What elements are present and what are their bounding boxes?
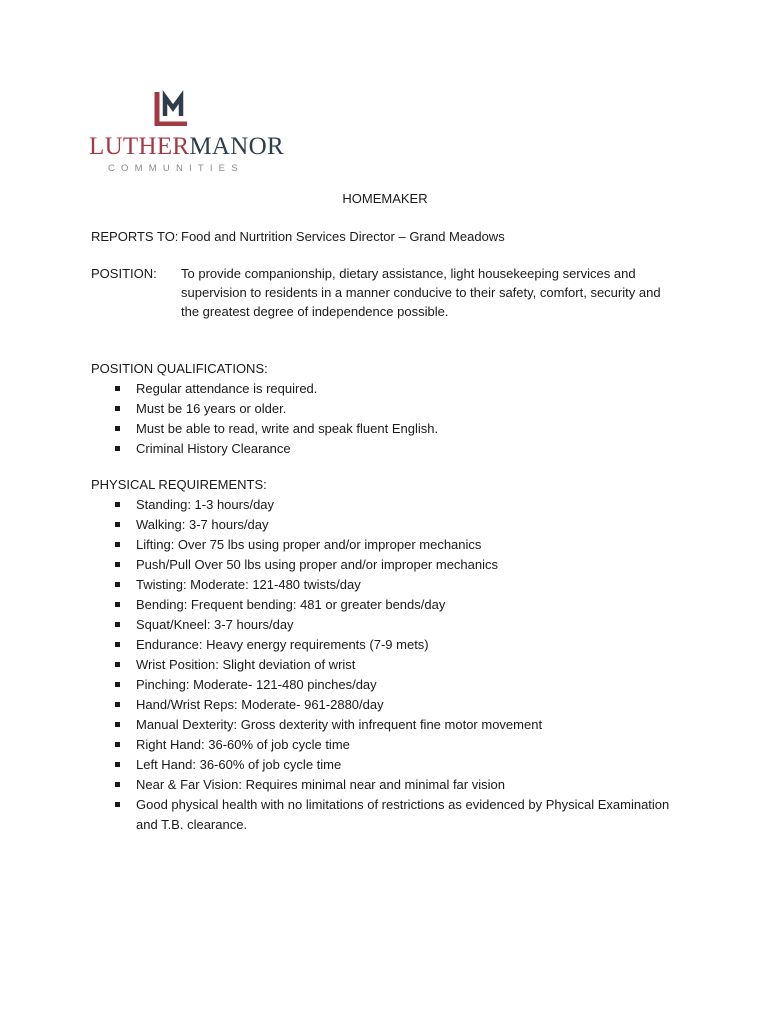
list-item: [91, 615, 681, 635]
position-label: POSITION:: [91, 266, 157, 281]
square-bullet-icon: [115, 602, 120, 607]
list-item: [91, 439, 681, 459]
square-bullet-icon: [115, 682, 120, 687]
qualifications-section: [91, 359, 681, 459]
document-title: HOMEMAKER: [342, 191, 428, 206]
list-item-text: Pinching: Moderate- 121-480 pinches/day: [136, 677, 377, 692]
square-bullet-icon: [115, 582, 120, 587]
list-item-text: Manual Dexterity: Gross dexterity with infrequent fine motor movement: [136, 717, 543, 732]
list-item: [91, 419, 681, 439]
square-bullet-icon: [115, 426, 120, 431]
list-item-text: Must be able to read, write and speak fluent English.: [136, 421, 439, 436]
list-item-text: Hand/Wrist Reps: Moderate- 961-2880/day: [136, 697, 384, 712]
list-item-text: Squat/Kneel: 3-7 hours/day: [136, 617, 294, 632]
square-bullet-icon: [115, 562, 120, 567]
list-item-text: Walking: 3-7 hours/day: [136, 517, 269, 532]
square-bullet-icon: [115, 662, 120, 667]
list-item: [91, 495, 681, 515]
physical-requirements-section: [91, 475, 681, 835]
logo-luther: LUTHER: [89, 133, 190, 160]
list-item-text: Good physical health with no limitations of restrictions as evidenced by Physical Examination and T.B. clearance.: [136, 797, 670, 832]
square-bullet-icon: [115, 642, 120, 647]
list-item: [91, 575, 681, 595]
list-item-text: Criminal History Clearance: [136, 441, 291, 456]
list-item: [91, 399, 681, 419]
square-bullet-icon: [115, 742, 120, 747]
list-item-text: Bending: Frequent bending: 481 or greater bends/day: [136, 597, 446, 612]
square-bullet-icon: [115, 542, 120, 547]
list-item: [91, 675, 681, 695]
list-item: [91, 635, 681, 655]
logo-subtitle: COMMUNITIES: [108, 163, 244, 174]
square-bullet-icon: [115, 502, 120, 507]
square-bullet-icon: [115, 446, 120, 451]
list-item: [91, 775, 681, 795]
square-bullet-icon: [115, 762, 120, 767]
list-item-text: Push/Pull Over 50 lbs using proper and/or improper mechanics: [136, 557, 499, 572]
logo-manor: MANOR: [189, 133, 284, 160]
list-item: [91, 655, 681, 675]
luther-manor-logo: [89, 90, 284, 176]
list-item-text: Lifting: Over 75 lbs using proper and/or improper mechanics: [136, 537, 482, 552]
list-item-text: Endurance: Heavy energy requirements (7-9 mets): [136, 637, 429, 652]
list-item-text: Near & Far Vision: Requires minimal near and minimal far vision: [136, 777, 505, 792]
physical-requirements-list: [91, 495, 681, 835]
qualifications-list: [91, 379, 681, 459]
list-item: [91, 555, 681, 575]
list-item-text: Twisting: Moderate: 121-480 twists/day: [136, 577, 361, 592]
square-bullet-icon: [115, 386, 120, 391]
list-item-text: Standing: 1-3 hours/day: [136, 497, 275, 512]
list-item-text: Right Hand: 36-60% of job cycle time: [136, 737, 350, 752]
square-bullet-icon: [115, 622, 120, 627]
square-bullet-icon: [115, 702, 120, 707]
list-item: [91, 515, 681, 535]
reports-to-value: Food and Nurtrition Services Director – Grand Meadows: [181, 229, 505, 244]
list-item-text: Left Hand: 36-60% of job cycle time: [136, 757, 342, 772]
position-row: [91, 264, 691, 324]
square-bullet-icon: [115, 782, 120, 787]
square-bullet-icon: [115, 406, 120, 411]
list-item: [91, 735, 681, 755]
list-item: [91, 795, 681, 835]
list-item-text: Must be 16 years or older.: [136, 401, 287, 416]
list-item: [91, 755, 681, 775]
list-item: [91, 695, 681, 715]
list-item-text: Regular attendance is required.: [136, 381, 318, 396]
list-item: [91, 715, 681, 735]
reports-to-row: [91, 227, 691, 247]
physical-requirements-heading: PHYSICAL REQUIREMENTS:: [91, 477, 267, 492]
logo-wordmark: [89, 134, 284, 159]
square-bullet-icon: [115, 722, 120, 727]
square-bullet-icon: [115, 522, 120, 527]
list-item: [91, 379, 681, 399]
qualifications-heading: POSITION QUALIFICATIONS:: [91, 361, 268, 376]
square-bullet-icon: [115, 802, 120, 807]
reports-to-label: REPORTS TO:: [91, 229, 179, 244]
position-value: To provide companionship, dietary assistance, light housekeeping services and supervision to residents in a manner conducive to their safety, comfort, security and the greatest degree of independence possible.: [181, 266, 661, 319]
list-item: [91, 535, 681, 555]
list-item: [91, 595, 681, 615]
lm-monogram-icon: [154, 90, 190, 126]
list-item-text: Wrist Position: Slight deviation of wrist: [136, 657, 356, 672]
